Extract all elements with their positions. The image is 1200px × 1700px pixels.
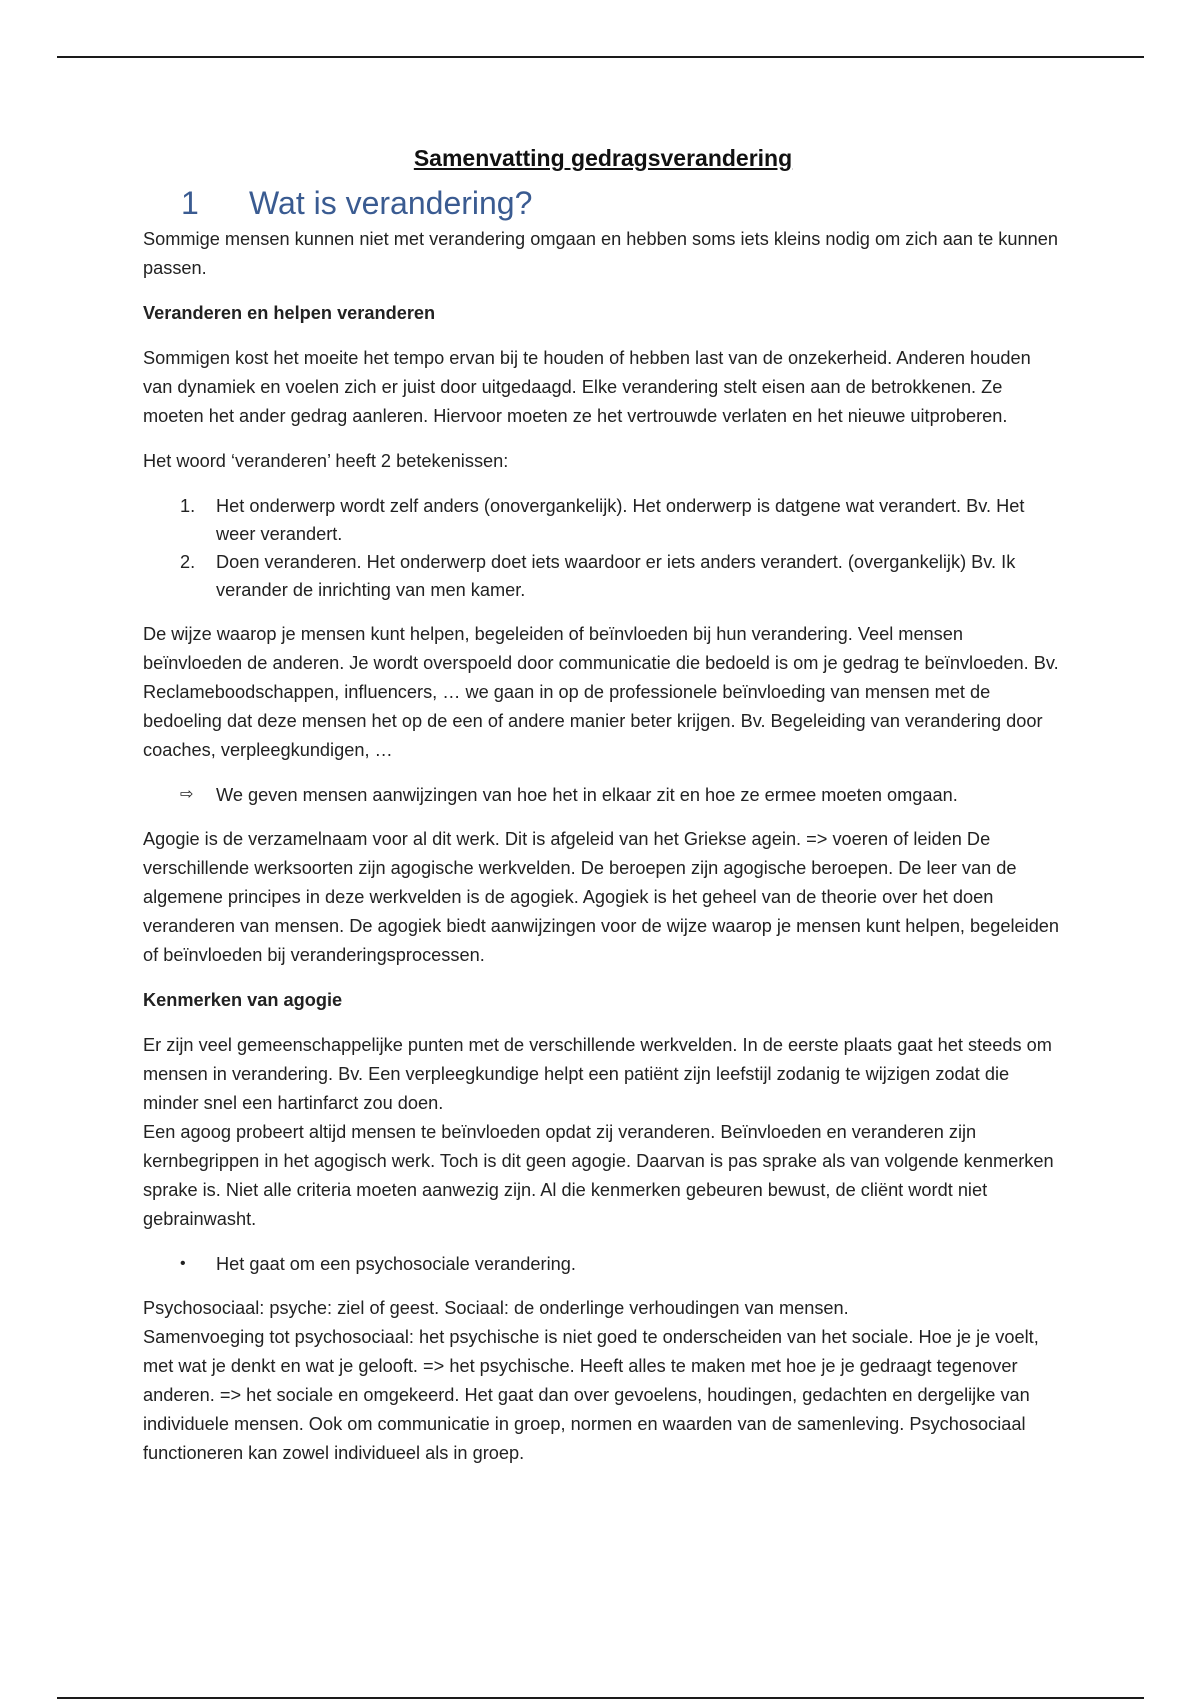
subheading-kenmerken: Kenmerken van agogie (143, 990, 343, 1011)
list-item (143, 548, 1063, 604)
section-title: Wat is verandering? (249, 185, 533, 221)
document-title: Samenvatting gedragsverandering (413, 145, 793, 171)
paragraph-beinvloeden: De wijze waarop je mensen kunt helpen, begeleiden of beïnvloeden bij hun verandering. Veel mensen beïnvloeden de anderen. Je wordt overspoeld door communicatie die bedoeld is om je gedrag te beïnvloeden. Bv. Reclameboodschappen, influencers, … we gaan in op de professionele beïnvloeding van mensen met de bedoeling dat deze mensen het op de een of andere manier beter krijgen. Bv. Begeleiding van verandering door coaches, verpleegkundigen, … (143, 624, 1059, 761)
section-number: 1 (181, 185, 199, 221)
document-page (143, 140, 1063, 1484)
list-item-text: We geven mensen aanwijzingen van hoe het in elkaar zit en hoe ze ermee moeten omgaan. (216, 785, 958, 806)
list-item-text: Het gaat om een psychosociale verandering. (216, 1254, 576, 1275)
section-heading (181, 186, 1063, 221)
arrow-list (143, 781, 1063, 809)
subheading-veranderen: Veranderen en helpen veranderen (143, 303, 436, 324)
list-item-text: Het onderwerp wordt zelf anders (onovergankelijk). Het onderwerp is datgene wat verandert. Bv. Het weer verandert. (216, 496, 1025, 545)
list-marker: 2. (180, 552, 196, 573)
paragraph-agoog: Een agoog probeert altijd mensen te beïnvloeden opdat zij veranderen. Beïnvloeden en veranderen zijn kernbegrippen in het agogisch werk. Toch is dit geen agogie. Daarvan is pas sprake als van volgende kenmerken sprake is. Niet alle criteria moeten aanwezig zijn. Al die kenmerken gebeuren bewust, de cliënt wordt niet gebrainwasht. (143, 1122, 1054, 1230)
paragraph-psychosociaal: Psychosociaal: psyche: ziel of geest. Sociaal: de onderlinge verhoudingen van mensen. (143, 1298, 849, 1319)
list-marker: 1. (180, 496, 196, 517)
paragraph-tempo: Sommigen kost het moeite het tempo ervan bij te houden of hebben last van de onzekerheid. Anderen houden van dynamiek en voelen zich er juist door uitgedaagd. Elke verandering stelt eisen aan de betrokkenen. Ze moeten het ander gedrag aanleren. Hiervoor moeten ze het vertrouwde verlaten en het nieuwe uitproberen. (143, 348, 1031, 427)
bullet-list (143, 1250, 1063, 1278)
paragraph-betekenissen: Het woord ‘veranderen’ heeft 2 betekenissen: (143, 451, 509, 472)
paragraph-samenvoeging: Samenvoeging tot psychosociaal: het psychische is niet goed te onderscheiden van het sociale. Hoe je je voelt, met wat je denkt en wat je gelooft. => het psychische. Heeft alles te maken met hoe je je gedraagt tegenover anderen. => het sociale en omgekeerd. Het gaat dan over gevoelens, houdingen, gedachten en dergelijke van individuele mensen. Ook om communicatie in groep, normen en waarden van de samenleving. Psychosociaal functioneren kan zowel individueel als in groep. (143, 1327, 1039, 1464)
arrow-icon: ⇨ (180, 786, 194, 804)
intro-paragraph: Sommige mensen kunnen niet met verandering omgaan en hebben soms iets kleins nodig om zich aan te kunnen passen. (143, 229, 1058, 279)
list-item (143, 492, 1063, 548)
list-item-text: Doen veranderen. Het onderwerp doet iets waardoor er iets anders verandert. (overgankelijk) Bv. Ik verander de inrichting van men kamer. (216, 552, 1016, 601)
paragraph-agogie: Agogie is de verzamelnaam voor al dit werk. Dit is afgeleid van het Griekse agein. => voeren of leiden De verschillende werksoorten zijn agogische werkvelden. De beroepen zijn agogische beroepen. De leer van de algemene principes in deze werkvelden is de agogiek. Agogiek is het geheel van de theorie over het doen veranderen van mensen. De agogiek biedt aanwijzingen voor de wijze waarop je mensen kunt helpen, begeleiden of beïnvloeden bij veranderingsprocessen. (143, 829, 1060, 966)
header-rule (57, 56, 1144, 58)
bullet-icon: • (180, 1255, 186, 1273)
footer-rule (57, 1697, 1144, 1699)
list-item (143, 781, 1063, 809)
list-item (143, 1250, 1063, 1278)
paragraph-gemeenschappelijk: Er zijn veel gemeenschappelijke punten met de verschillende werkvelden. In de eerste plaats gaat het steeds om mensen in verandering. Bv. Een verpleegkundige helpt een patiënt zijn leefstijl zodanig te wijzigen zodat die minder snel een hartinfarct zou doen. (143, 1035, 1052, 1114)
numbered-list (143, 492, 1063, 604)
